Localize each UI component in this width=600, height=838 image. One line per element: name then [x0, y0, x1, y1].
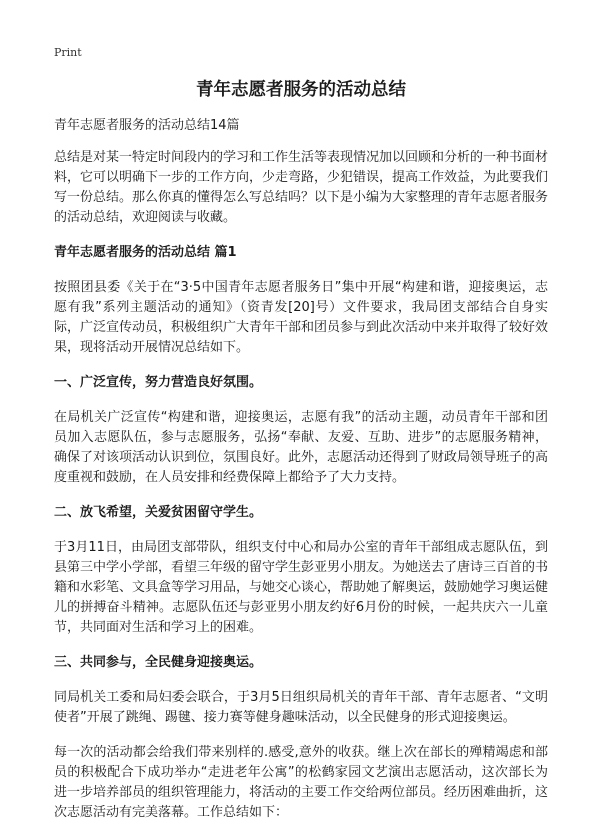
document-body	[54, 78, 548, 838]
document-title: 青年志愿者服务的活动总结	[196, 80, 406, 100]
heading-fitness: 三、共同参与，全民健身迎接奥运。	[54, 655, 263, 670]
intro-paragraph: 总结是对某一特定时间段内的学习和工作生活等表现情况加以回顾和分析的一种书面材料，它可以明确下一步的工作方向，少走弯路，少犯错误，提高工作效益，为此要我们写一份总结。那么你真的懂得怎么写总结吗？以下是小编为大家整理的青年志愿者服务的活动总结，欢迎阅读与收藏。	[54, 150, 549, 225]
print-link[interactable]: Print	[54, 46, 82, 59]
heading-publicity: 一、广泛宣传，努力营造良好氛围。	[54, 375, 263, 390]
section-intro-paragraph: 按照团县委《关于在“3·5中国青年志愿者服务日”集中开展“构建和谐，迎接奥运，志愿有我”系列主题活动的通知》（资青发[20]号）文件要求，我局团支部结合自身实际，广泛宣传动员，积极组织广大青年干部和团员参与到此次活动中来并取得了较好效果，现将活动开展情况总结如下。	[54, 280, 549, 355]
document-subtitle: 青年志愿者服务的活动总结14篇	[54, 118, 240, 133]
heading-left-behind-students: 二、放飞希望，关爱贫困留守学生。	[54, 505, 263, 520]
paragraph-left-behind-students: 于3月11日，由局团支部带队，组织支付中心和局办公室的青年干部组成志愿队伍，到县第三中学小学部，看望三年级的留守学生彭亚男小朋友。为她送去了唐诗三百首的书籍和水彩笔、文具盒等学习用品，与她交心谈心，帮助她了解奥运，鼓励她学习奥运健儿的拼搏奋斗精神。志愿队伍还与彭亚男小朋友约好6月份的时候，一起共庆六一儿童节，共同面对生活和学习上的困难。	[54, 540, 549, 635]
paragraph-fitness: 同局机关工委和局妇委会联合，于3月5日组织局机关的青年干部、青年志愿者、“文明使者”开展了跳绳、踢毽、接力赛等健身趣味活动，以全民健身的形式迎接奥运。	[54, 690, 548, 725]
paragraph-activity-summary: 每一次的活动都会给我们带来别样的.感受,意外的收获。继上次在部长的殚精竭虑和部员的积极配合下成功举办“走进老年公寓”的松鹤家园文艺演出志愿活动，这次部长为进一步培养部员的组织管理能力，将活动的主要工作交给两位部员。经历困难曲折，这次志愿活动有完美落幕。工作总结如下：	[54, 745, 549, 820]
paragraph-publicity: 在局机关广泛宣传“构建和谐，迎接奥运，志愿有我”的活动主题，动员青年干部和团员加入志愿队伍，参与志愿服务，弘扬“奉献、友爱、互助、进步”的志愿服务精神，确保了对该项活动认识到位，氛围良好。此外，志愿活动还得到了财政局领导班子的高度重视和鼓励，在人员安排和经费保障上都给予了大力支持。	[54, 410, 549, 485]
section-title: 青年志愿者服务的活动总结 篇1	[54, 245, 237, 260]
